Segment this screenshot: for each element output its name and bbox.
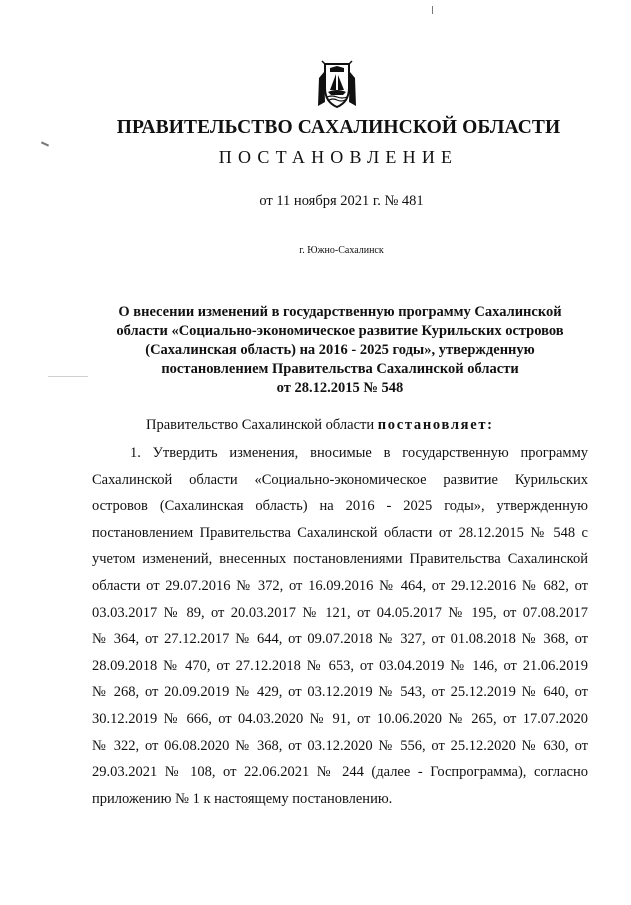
preamble-text: Правительство Сахалинской области [146,417,378,433]
subject-line: О внесении изменений в государственную программу Сахалинской [118,304,562,320]
body-line: Сахалинской области «Социально-экономическое развитие Курильских [92,471,588,488]
scan-mark [41,141,49,146]
issue-city: г. Южно-Сахалинск [299,245,384,256]
subject-line: (Сахалинская область) на 2016 - 2025 годы», утвержденную [145,342,535,358]
decree-subject [90,303,590,398]
body-line: приложению № 1 к настоящему постановлению. [92,790,393,807]
decree-date-number: от 11 ноября 2021 г. № 481 [259,193,424,209]
decree-body [92,440,588,812]
scan-mark [432,6,433,14]
government-title: ПРАВИТЕЛЬСТВО САХАЛИНСКОЙ ОБЛАСТИ [116,117,561,138]
subject-line: постановлением Правительства Сахалинской области [161,361,519,377]
body-line: постановлением Правительства Сахалинской области от 28.12.2015 № 548 с [92,524,588,541]
document-type: ПОСТАНОВЛЕНИЕ [218,147,459,167]
body-line: учетом изменений, внесенных постановлениями Правительства Сахалинской [92,551,588,568]
body-line: области от 29.07.2016 № 372, от 16.09.2016 № 464, от 29.12.2016 № 682, от [92,577,588,594]
scan-mark [48,376,88,377]
body-line: 29.03.2021 № 108, от 22.06.2021 № 244 (далее - Госпрограмма), согласно [92,764,588,781]
body-line: 1. Утвердить изменения, вносимые в государственную программу [130,445,588,461]
body-line: островов (Сахалинская область) на 2016 - 2025 годы», утвержденную [92,498,588,515]
body-line: 30.12.2019 № 666, от 04.03.2020 № 91, от 10.06.2020 № 265, от 17.07.2020 [92,710,588,727]
body-line: № 268, от 20.09.2019 № 429, от 03.12.2019 № 543, от 25.12.2019 № 640, от [92,684,588,701]
body-line: 28.09.2018 № 470, от 27.12.2018 № 653, от 03.04.2019 № 146, от 21.06.2019 [92,657,588,674]
body-line: 03.03.2017 № 89, от 20.03.2017 № 121, от 04.05.2017 № 195, от 07.08.2017 [92,604,588,621]
preamble-resolves: постановляет: [377,417,494,433]
subject-line: области «Социально-экономическое развитие Курильских островов [116,323,564,339]
body-line: № 322, от 06.08.2020 № 368, от 03.12.2020 № 556, от 25.12.2020 № 630, от [92,737,588,754]
subject-line: от 28.12.2015 № 548 [276,380,404,396]
body-line: № 364, от 27.12.2017 № 644, от 09.07.2018 № 327, от 01.08.2018 № 368, от [92,631,588,648]
sakhalin-coat-of-arms-icon [316,58,358,110]
preamble [146,417,494,434]
